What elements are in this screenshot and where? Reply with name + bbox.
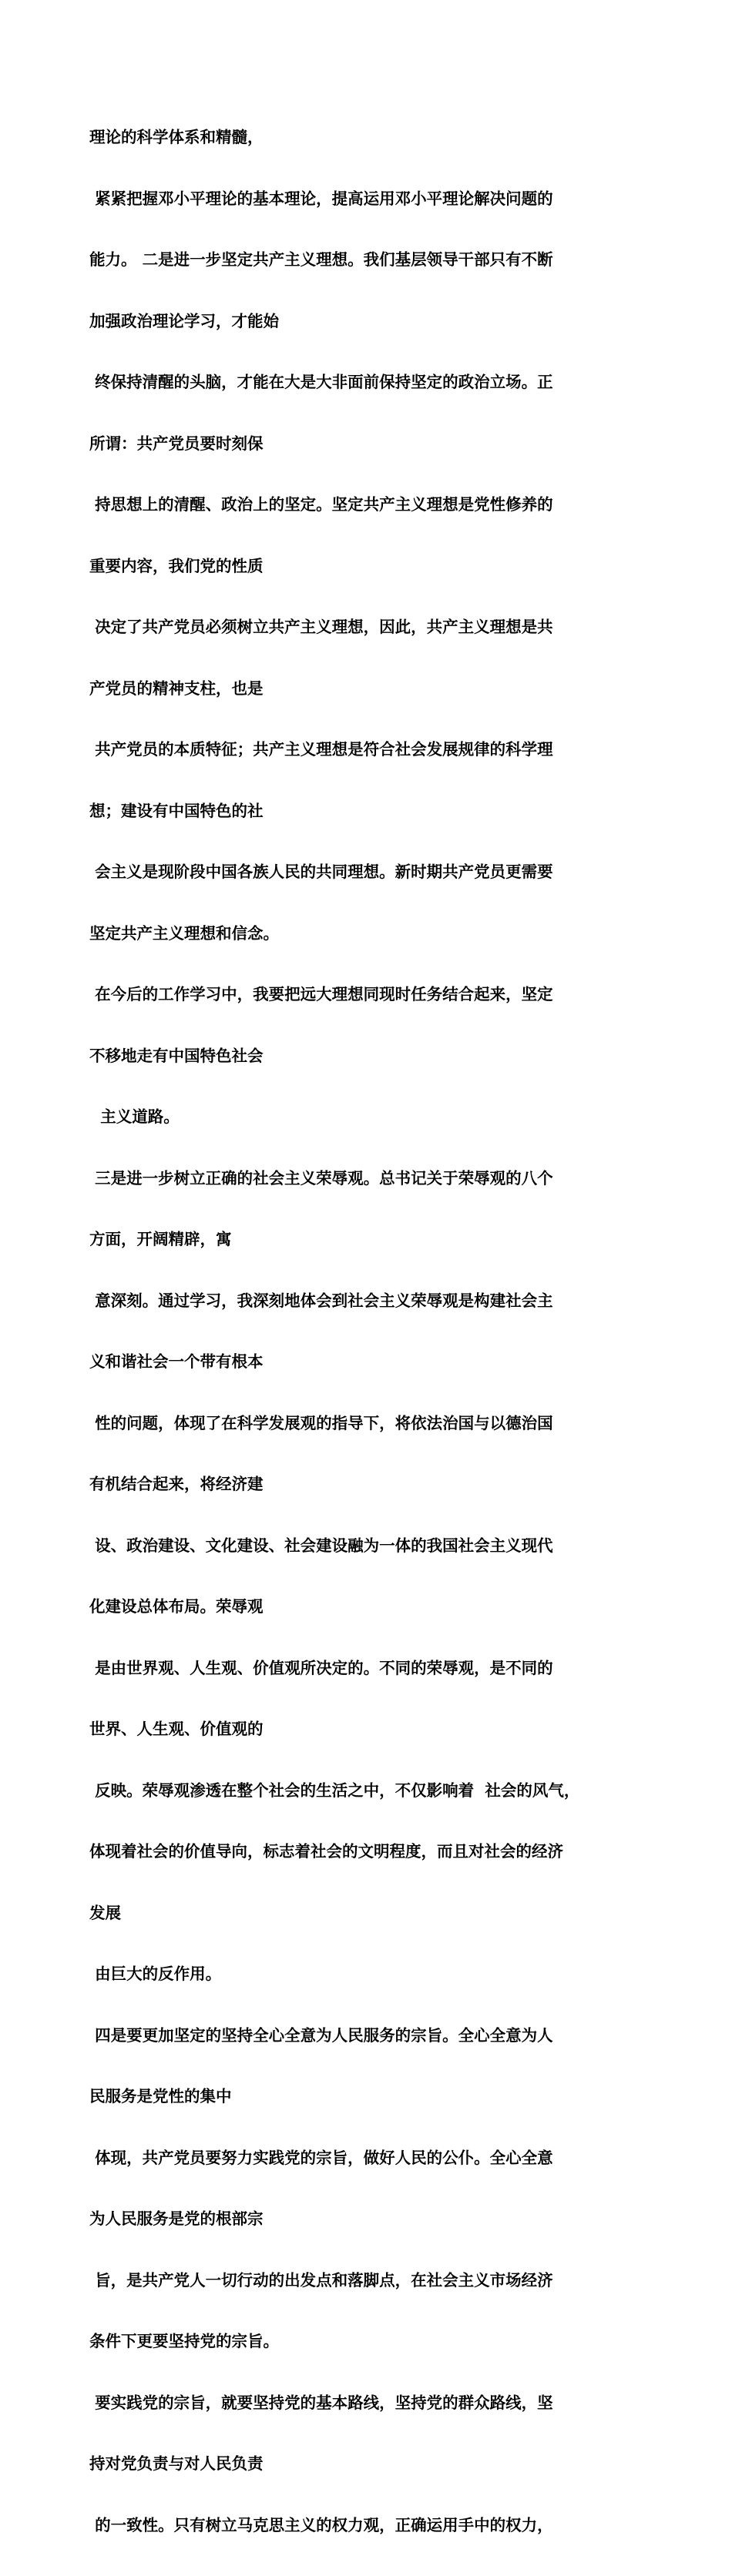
text-line: 方面，开阔精辟，寓 [89, 1230, 232, 1248]
text-line: 为人民服务是党的根部宗 [89, 2209, 264, 2228]
text-line: 有机结合起来，将经济建 [89, 1475, 264, 1493]
text-line: 紧紧把握邓小平理论的基本理论，提高运用邓小平理论解决问题的 [89, 189, 553, 208]
text-line: 共产党员的本质特征；共产主义理想是符合社会发展规律的科学理 [89, 740, 553, 759]
text-line: 民服务是党性的集中 [89, 2087, 232, 2105]
text-line: 持思想上的清醒、政治上的坚定。坚定共产主义理想是党性修养的 [89, 495, 553, 514]
text-line: 由巨大的反作用。 [89, 1965, 222, 1983]
text-line: 加强政治理论学习，才能始 [89, 311, 279, 330]
text-line: 发展 [89, 1903, 121, 1922]
text-line: 义和谐社会一个带有根本 [89, 1352, 264, 1371]
text-line: 会主义是现阶段中国各族人民的共同理想。新时期共产党员更需要 [89, 863, 553, 881]
text-line: 反映。荣辱观渗透在整个社会的生活之中，不仅影响着 社会的风气， [89, 1780, 580, 1800]
text-line: 不移地走有中国特色社会 [89, 1046, 264, 1065]
text-line: 坚定共产主义理想和信念。 [89, 923, 279, 943]
text-line: 要实践党的宗旨，就要坚持党的基本路线，坚持党的群众路线，坚 [89, 2393, 553, 2412]
text-line: 体现，共产党员要努力实践党的宗旨，做好人民的公仆。全心全意 [89, 2148, 553, 2167]
text-line: 重要内容，我们党的性质 [89, 556, 264, 575]
text-line: 能力。 二是进一步坚定共产主义理想。我们基层领导干部只有不断 [89, 250, 553, 269]
text-line: 在今后的工作学习中，我要把远大理想同现时任务结合起来，坚定 [89, 985, 553, 1003]
text-line: 想；建设有中国特色的社 [89, 801, 264, 820]
text-line: 的一致性。只有树立马克思主义的权力观，正确运用手中的权力， [89, 2515, 553, 2534]
text-line: 意深刻。通过学习，我深刻地体会到社会主义荣辱观是构建社会主 [89, 1291, 553, 1310]
text-line: 主义道路。 [89, 1107, 180, 1126]
text-line: 理论的科学体系和精髓， [89, 128, 264, 146]
text-line: 决定了共产党员必须树立共产主义理想，因此，共产主义理想是共 [89, 618, 553, 636]
text-line: 持对党负责与对人民负责 [89, 2454, 264, 2473]
text-line: 体现着社会的价值导向，标志着社会的文明程度，而且对社会的经济 [89, 1842, 563, 1861]
text-line: 世界、人生观、价值观的 [89, 1720, 264, 1738]
text-line: 是由世界观、人生观、价值观所决定的。不同的荣辱观，是不同的 [89, 1658, 553, 1677]
text-line: 化建设总体布局。荣辱观 [89, 1597, 264, 1616]
text-line: 条件下更要坚持党的宗旨。 [89, 2332, 279, 2350]
text-line: 旨，是共产党人一切行动的出发点和落脚点，在社会主义市场经济 [89, 2270, 553, 2290]
body-text [89, 86, 644, 2576]
text-line: 三是进一步树立正确的社会主义荣辱观。总书记关于荣辱观的八个 [89, 1168, 553, 1188]
text-line: 所谓：共产党员要时刻保 [89, 434, 264, 453]
text-line: 四是要更加坚定的坚持全心全意为人民服务的宗旨。全心全意为人 [89, 2025, 553, 2045]
text-line: 终保持清醒的头脑，才能在大是大非面前保持坚定的政治立场。正 [89, 373, 553, 391]
text-line: 性的问题，体现了在科学发展观的指导下，将依法治国与以德治国 [89, 1413, 553, 1432]
text-line: 设、政治建设、文化建设、社会建设融为一体的我国社会主义现代 [89, 1536, 553, 1555]
text-line: 产党员的精神支柱，也是 [89, 678, 264, 698]
